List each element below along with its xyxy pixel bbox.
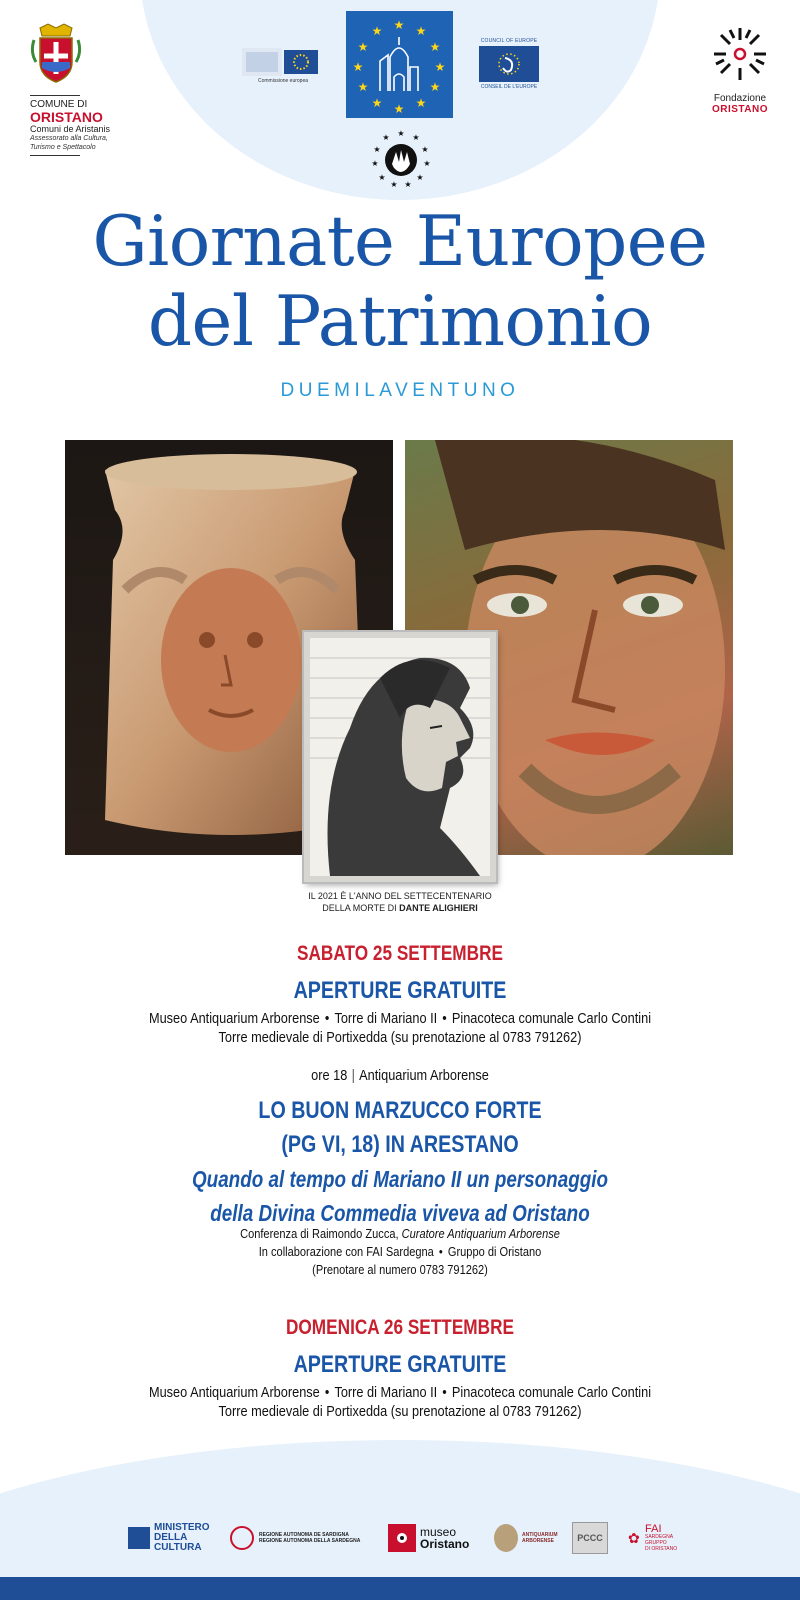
fai-line-1: FAI (645, 1523, 662, 1535)
svg-text:★: ★ (378, 173, 386, 182)
footer-bar (0, 1577, 800, 1600)
coe-flag-icon (479, 46, 539, 82)
event-subtitle (0, 1162, 800, 1230)
antiquarium-face-icon (494, 1524, 518, 1552)
event-subtitle-line-1: Quando al tempo di Mariano II un personaggio (192, 1166, 608, 1192)
european-commission-logo (240, 40, 322, 90)
event-subtitle-line-2: della Divina Commedia viveva ad Oristano (210, 1200, 590, 1226)
comune-oristano-logo (22, 22, 132, 156)
event-title-line-1: LO BUON MARZUCCO FORTE (258, 1097, 542, 1124)
svg-text:★: ★ (416, 173, 424, 182)
saturday-date-text: SABATO 25 SETTEMBRE (296, 942, 504, 965)
ras-line-1: REGIONE AUTONOMA DE SARDIGNA (259, 1532, 349, 1538)
divider (30, 155, 80, 156)
fondazione-star-icon (708, 22, 772, 86)
sunday-date-text: DOMENICA 26 SETTEMBRE (285, 1316, 515, 1339)
event-details: Conferenza di Raimondo Zucca, Curatore Antiquarium Arborense In collaborazione con FAI Sardegna • Gruppo di Oristano (Prenotare al numero 0783 791262) (0, 1225, 800, 1279)
svg-text:★: ★ (434, 60, 446, 74)
svg-text:★: ★ (357, 80, 369, 94)
saturday-venues: Museo Antiquarium Arborense • Torre di Mariano II • Pinacoteca comunale Carlo Contini Torre medievale di Portixedda (su prenotazione al 0783 791262) (0, 1009, 800, 1047)
pccc-text: PCCC (572, 1522, 608, 1554)
page-title (0, 202, 800, 362)
museo-line-2: Oristano (420, 1537, 470, 1551)
ec-logo-text: Commissione europea (258, 78, 309, 84)
sunday-heading-text: APERTURE GRATUITE (293, 1351, 507, 1378)
eu-stars-castle-icon (346, 11, 453, 118)
svg-text:★: ★ (352, 60, 364, 74)
venue-antiquarium: Museo Antiquarium Arborense (148, 1010, 320, 1027)
sunday-date (0, 1316, 800, 1340)
svg-text:★: ★ (382, 133, 390, 142)
fondazione-label: Fondazione (713, 93, 767, 104)
fai-sardegna-logo (628, 1520, 677, 1556)
svg-text:★: ★ (397, 129, 405, 138)
svg-text:★: ★ (404, 180, 412, 189)
council-of-europe-logo (476, 38, 542, 90)
venue-antiquarium: Museo Antiquarium Arborense (148, 1384, 320, 1401)
ras-line-2: REGIONE AUTONOMA DELLA SARDEGNA (259, 1538, 361, 1544)
assessorato-line1: Assessorato alla Cultura, (30, 135, 108, 142)
svg-text:★: ★ (415, 24, 427, 38)
svg-text:★: ★ (429, 40, 441, 54)
fondazione-name: ORISTANO (711, 104, 769, 115)
svg-text:★: ★ (429, 80, 441, 94)
svg-text:★: ★ (357, 40, 369, 54)
museo-line-1: museo (420, 1525, 457, 1539)
fondazione-oristano-logo (700, 22, 780, 115)
comune-name: ORISTANO (30, 109, 103, 125)
mic-line-3: CULTURA (154, 1542, 202, 1553)
fai-line-4: DI ORISTANO (645, 1546, 678, 1552)
svg-text:★: ★ (393, 18, 405, 32)
coe-top-text: COUNCIL OF EUROPE (480, 38, 538, 44)
page-subtitle: DUEMILAVENTUNO (280, 380, 520, 401)
venue-portixedda: Torre medievale di Portixedda (su prenotazione al 0783 791262) (218, 1029, 582, 1046)
arbo-line-2: ARBORENSE (522, 1538, 554, 1544)
collaboration-group: Gruppo di Oristano (447, 1244, 542, 1259)
pccc-logo (572, 1520, 608, 1556)
saturday-heading-text: APERTURE GRATUITE (293, 977, 507, 1004)
sardegna-emblem-icon (230, 1526, 254, 1550)
venue-torre-mariano: Torre di Mariano II (334, 1010, 438, 1027)
caption-line-2-prefix: DELLA MORTE DI (322, 903, 400, 913)
saturday-heading (0, 977, 800, 1005)
svg-text:★: ★ (415, 96, 427, 110)
venue-pinacoteca: Pinacoteca comunale Carlo Contini (451, 1010, 652, 1027)
event-time-place: ore 18 | Antiquarium Arborense (311, 1067, 489, 1084)
fai-flower-icon: ✿ (628, 1530, 640, 1546)
coe-bottom-text: CONSEIL DE L'EUROPE (480, 84, 538, 90)
svg-text:★: ★ (423, 159, 431, 168)
sunday-heading (0, 1351, 800, 1379)
mic-line-1: MINISTERO (154, 1522, 210, 1533)
venue-torre-mariano: Torre di Mariano II (334, 1384, 438, 1401)
museo-emblem-icon (388, 1524, 416, 1552)
saturday-date (0, 942, 800, 966)
sunday-venues: Museo Antiquarium Arborense • Torre di Mariano II • Pinacoteca comunale Carlo Contini Torre medievale di Portixedda (su prenotazione al 0783 791262) (0, 1383, 800, 1421)
comune-sardinian-name: Comuni de Aristanis (30, 124, 111, 134)
fai-line-2: SARDEGNA (645, 1534, 674, 1540)
dante-engraving-image (304, 632, 496, 882)
event-place: Antiquarium Arborense (359, 1067, 489, 1084)
collaboration-fai: In collaborazione con FAI Sardegna (258, 1244, 434, 1259)
dante-caption (260, 890, 540, 914)
heritage-hand-icon (370, 128, 432, 190)
svg-text:★: ★ (373, 145, 381, 154)
oristano-crest-icon (26, 22, 86, 86)
ec-building-icon (240, 40, 322, 78)
venue-pinacoteca: Pinacoteca comunale Carlo Contini (451, 1384, 652, 1401)
title-line-1: Giornate Europee (92, 202, 708, 282)
event-title-line-2: (PG VI, 18) IN ARESTANO (281, 1131, 519, 1158)
event-title (0, 1094, 800, 1162)
antiquarium-arborense-logo (494, 1520, 558, 1556)
ministero-cultura-logo (128, 1520, 210, 1556)
mic-line-2: DELLA (154, 1532, 188, 1543)
arbo-line-1: ANTIQUARIUM (522, 1532, 558, 1538)
european-heritage-days-logo (346, 11, 453, 118)
caption-dante-name: DANTE ALIGHIERI (399, 903, 478, 913)
svg-text:★: ★ (393, 102, 405, 116)
divider (30, 95, 80, 96)
svg-text:★: ★ (421, 145, 429, 154)
title-line-2: del Patrimonio (147, 282, 653, 362)
caption-line-2 (260, 902, 540, 914)
svg-text:★: ★ (371, 24, 383, 38)
booking-info: (Prenotare al numero 0783 791262) (312, 1262, 488, 1277)
fai-line-3: GRUPPO (645, 1540, 667, 1546)
museo-oristano-logo (388, 1520, 469, 1556)
svg-text:★: ★ (412, 133, 420, 142)
venue-portixedda: Torre medievale di Portixedda (su prenotazione al 0783 791262) (218, 1403, 582, 1420)
comune-label: COMUNE DI (30, 99, 88, 110)
conference-speaker: Conferenza di Raimondo Zucca, (240, 1226, 402, 1241)
caption-line-1: IL 2021 È L'ANNO DEL SETTECENTENARIO (308, 891, 492, 901)
mic-emblem-icon (128, 1527, 150, 1549)
svg-text:★: ★ (371, 96, 383, 110)
regione-sardegna-logo (230, 1520, 360, 1556)
event-time: ore 18 (311, 1067, 348, 1084)
svg-text:★: ★ (390, 180, 398, 189)
conference-role: Curatore Antiquarium Arborense (401, 1226, 560, 1241)
assessorato-line2: Turismo e Spettacolo (30, 144, 96, 151)
svg-text:★: ★ (371, 159, 379, 168)
